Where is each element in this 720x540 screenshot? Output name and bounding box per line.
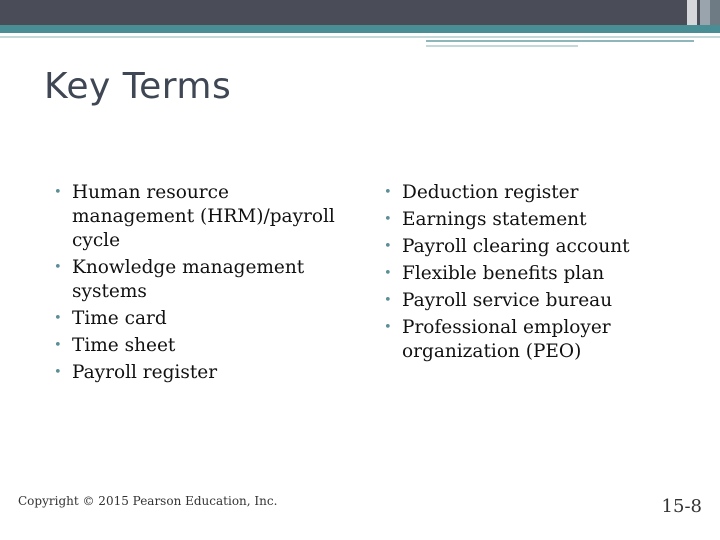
header-accent-square xyxy=(687,0,697,25)
list-item: • Human resource management (HRM)/payroll cycle xyxy=(46,181,346,253)
header-teal-stripe xyxy=(0,25,720,33)
list-item: • Payroll register xyxy=(46,361,346,385)
list-item: • Earnings statement xyxy=(376,208,676,232)
header-divider-line xyxy=(426,40,694,42)
header-accent-square xyxy=(710,0,720,25)
list-item: • Professional employer organization (PEO) xyxy=(376,316,676,364)
list-item: • Flexible benefits plan xyxy=(376,262,676,286)
header-band xyxy=(0,0,720,25)
left-term-list xyxy=(46,181,346,388)
list-item: • Payroll service bureau xyxy=(376,289,676,313)
list-item: • Time sheet xyxy=(46,334,346,358)
header-divider-line xyxy=(0,36,720,38)
list-item: • Time card xyxy=(46,307,346,331)
right-term-list xyxy=(376,181,676,367)
page-number: 15-8 xyxy=(661,496,702,517)
list-item: • Knowledge management systems xyxy=(46,256,346,304)
slide-title: Key Terms xyxy=(44,66,232,107)
copyright-notice: Copyright © 2015 Pearson Education, Inc. xyxy=(18,494,278,508)
list-item: • Payroll clearing account xyxy=(376,235,676,259)
list-item: • Deduction register xyxy=(376,181,676,205)
header-accent-square xyxy=(700,0,710,25)
header-divider-line xyxy=(426,45,578,47)
